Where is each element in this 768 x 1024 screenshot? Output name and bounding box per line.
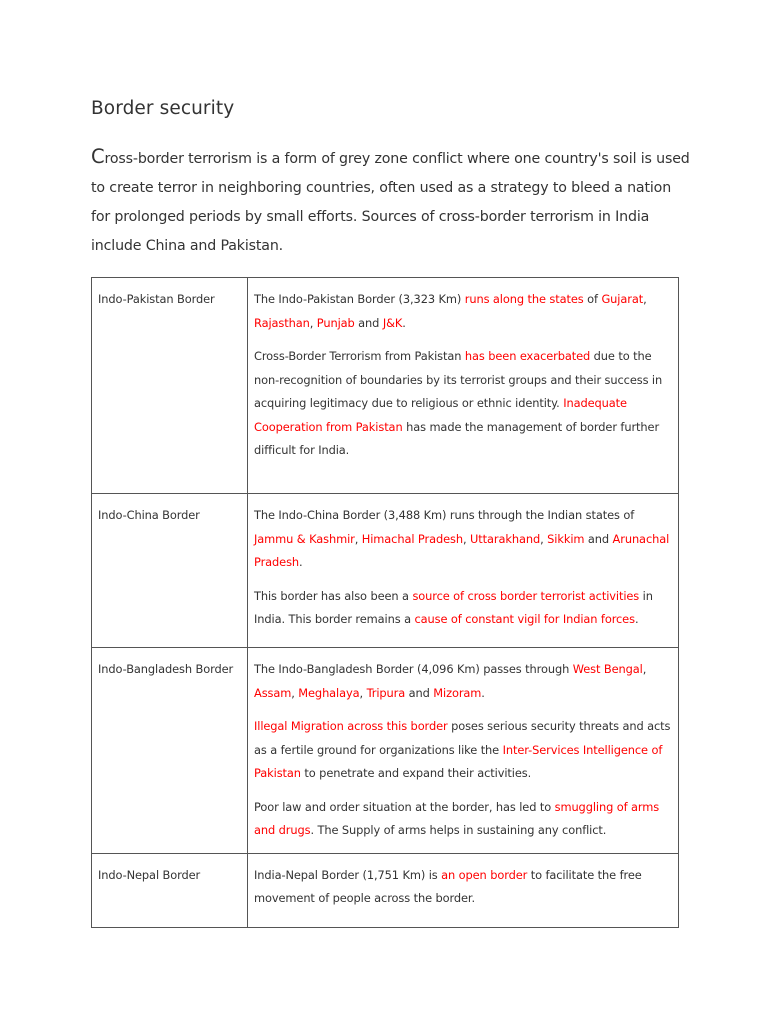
text-span: due to the non-recognition of boundaries by its terrorist groups and their success in acquiring legitimacy due to religious or ethnic identity. [254,349,663,410]
highlight-span: Gujarat [601,292,644,306]
highlight-span: Sikkim [547,531,585,546]
border-table [91,277,679,928]
table-row [92,853,679,927]
border-name-cell: Indo-Bangladesh Border [92,648,248,854]
description-paragraph [254,585,674,632]
text-span: in India. This border remains a [254,588,653,626]
border-name-cell: Indo-China Border [92,494,248,648]
highlight-span: Inadequate Cooperation from Pakistan [254,396,627,434]
table-row [92,648,679,854]
text-span: poses serious security threats and acts as a fertile ground for organizations like the [254,719,671,757]
border-description-cell [248,278,679,494]
highlight-span: Rajasthan [254,315,310,330]
highlight-span: has been exacerbated [464,349,591,363]
highlight-span: Uttarakhand [470,531,541,546]
text-span: , [540,531,548,546]
highlight-span: J&K [382,315,403,330]
text-span: Cross-Border Terrorism from Pakistan [254,349,465,363]
text-span: to penetrate and expand their activities. [300,766,532,780]
border-name-cell: Indo-Nepal Border [92,853,248,927]
table-row [92,494,679,648]
highlight-span: Mizoram [433,685,482,700]
text-span: and [405,685,434,700]
description-paragraph [254,796,674,843]
text-span: India-Nepal Border (1,751 Km) is [254,867,442,882]
description-paragraph [254,288,674,335]
description-paragraph [254,864,674,911]
intro-dropcap: C [91,145,105,168]
text-span: , [359,685,367,700]
highlight-span: Meghalaya [298,685,360,700]
highlight-span: smuggling of arms and drugs [254,799,660,837]
text-span: The Indo-China Border (3,488 Km) runs through the Indian states of [254,508,635,522]
highlight-span: Illegal Migration across this border [254,719,448,733]
text-span: . [299,555,303,569]
text-span: . [402,315,406,330]
text-span: and [354,315,383,330]
text-span: This border has also been a [254,588,413,603]
border-description-cell [248,853,679,927]
text-span: to facilitate the free movement of people across the border. [254,867,642,905]
text-span: , [462,531,471,546]
highlight-span: Jammu & Kashmir [254,531,355,546]
intro-paragraph [91,145,691,261]
text-span: and [584,531,613,546]
border-description-cell [248,648,679,854]
text-span: , [309,315,317,330]
text-span: . [481,685,485,700]
text-span: , [291,685,299,700]
description-paragraph [254,715,674,786]
highlight-span: Tripura [366,685,406,700]
highlight-span: Himachal Pradesh [361,531,463,546]
text-span: , [354,531,362,546]
description-paragraph [254,658,674,705]
text-span: The Indo-Bangladesh Border (4,096 Km) passes through [254,662,573,676]
highlight-span: West Bengal [572,662,643,676]
text-span: of [583,292,602,306]
text-span: , [642,662,647,676]
table-row [92,278,679,494]
highlight-span: an open border [441,867,528,882]
text-span: The Indo-Pakistan Border (3,323 Km) [254,292,465,306]
page-title: Border security [91,98,235,119]
highlight-span: source of cross border terrorist activities [412,588,640,603]
intro-text: ross-border terrorism is a form of grey zone conflict where one country's soil is used to create terror in neighboring countries, often used as a strategy to bleed a nation for prolonged periods by small efforts. Sources of cross-border terrorism in India include China and Pakistan. [91,151,690,254]
text-span: . [634,612,639,626]
highlight-span: Assam [254,685,292,700]
border-name-cell: Indo-Pakistan Border [92,278,248,494]
description-paragraph [254,504,674,575]
text-span: , [643,292,647,306]
highlight-span: cause of constant vigil for Indian forces [414,612,635,626]
text-span: . The Supply of arms helps in sustaining any conflict. [310,823,607,837]
highlight-span: Punjab [316,315,355,330]
highlight-span: runs along the states [464,292,584,306]
description-paragraph [254,345,674,463]
highlight-span: Inter-Services Intelligence of Pakistan [254,742,663,780]
highlight-span: Arunachal Pradesh [254,531,670,569]
border-description-cell [248,494,679,648]
text-span: Poor law and order situation at the border, has led to [254,799,555,814]
text-span: has made the management of border further difficult for India. [254,419,660,457]
